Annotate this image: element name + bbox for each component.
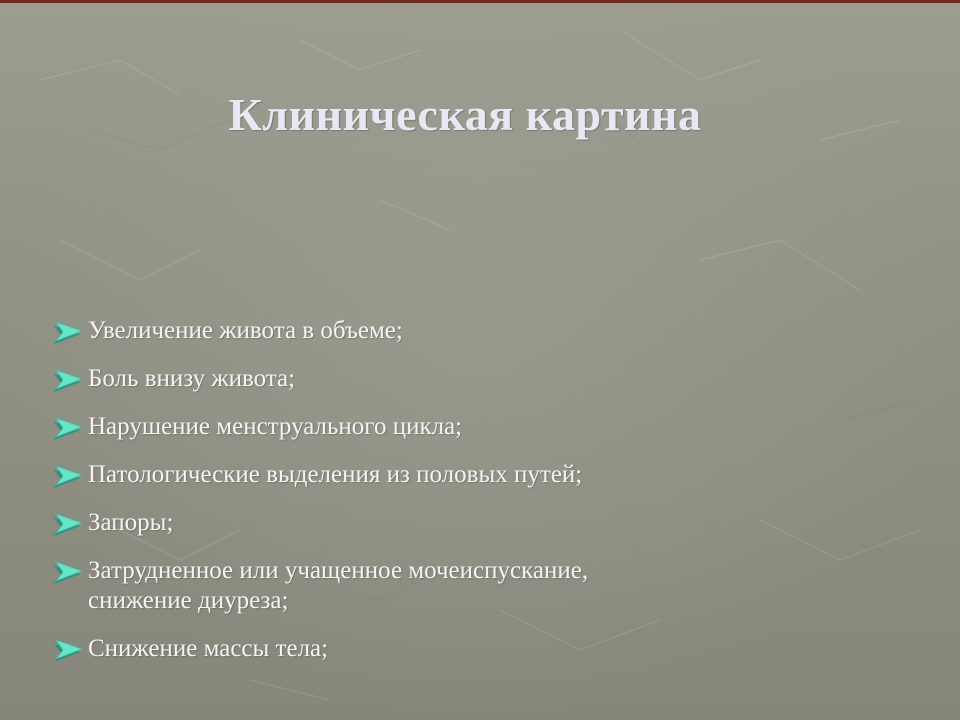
arrowhead-icon bbox=[50, 558, 86, 588]
bullet-text: Увеличение живота в объеме; bbox=[88, 317, 403, 344]
arrowhead-icon bbox=[50, 318, 86, 348]
bullet-text: Запоры; bbox=[88, 509, 174, 536]
bullet-text: Нарушение менструального цикла; bbox=[88, 413, 463, 440]
bullet-item bbox=[50, 316, 910, 348]
bullet-list bbox=[50, 316, 910, 682]
bullet-item bbox=[50, 556, 910, 616]
arrowhead-icon bbox=[50, 414, 86, 444]
arrowhead-icon bbox=[50, 462, 86, 492]
arrowhead-icon bbox=[50, 510, 86, 540]
arrowhead-icon bbox=[50, 366, 86, 396]
slide-title: Клиническая картина bbox=[228, 89, 702, 140]
bullet-text: Затрудненное или учащенное мочеиспускание, снижение диуреза; bbox=[88, 557, 589, 614]
bullet-text: Боль внизу живота; bbox=[88, 365, 296, 392]
bullet-text: Патологические выделения из половых путей; bbox=[88, 461, 583, 488]
arrowhead-icon bbox=[50, 636, 86, 666]
bullet-item bbox=[50, 634, 910, 666]
bullet-text: Снижение массы тела; bbox=[88, 635, 329, 662]
bullet-item bbox=[50, 508, 910, 540]
bullet-item bbox=[50, 460, 910, 492]
top-rule bbox=[0, 0, 960, 3]
bullet-item bbox=[50, 364, 910, 396]
bullet-item bbox=[50, 412, 910, 444]
